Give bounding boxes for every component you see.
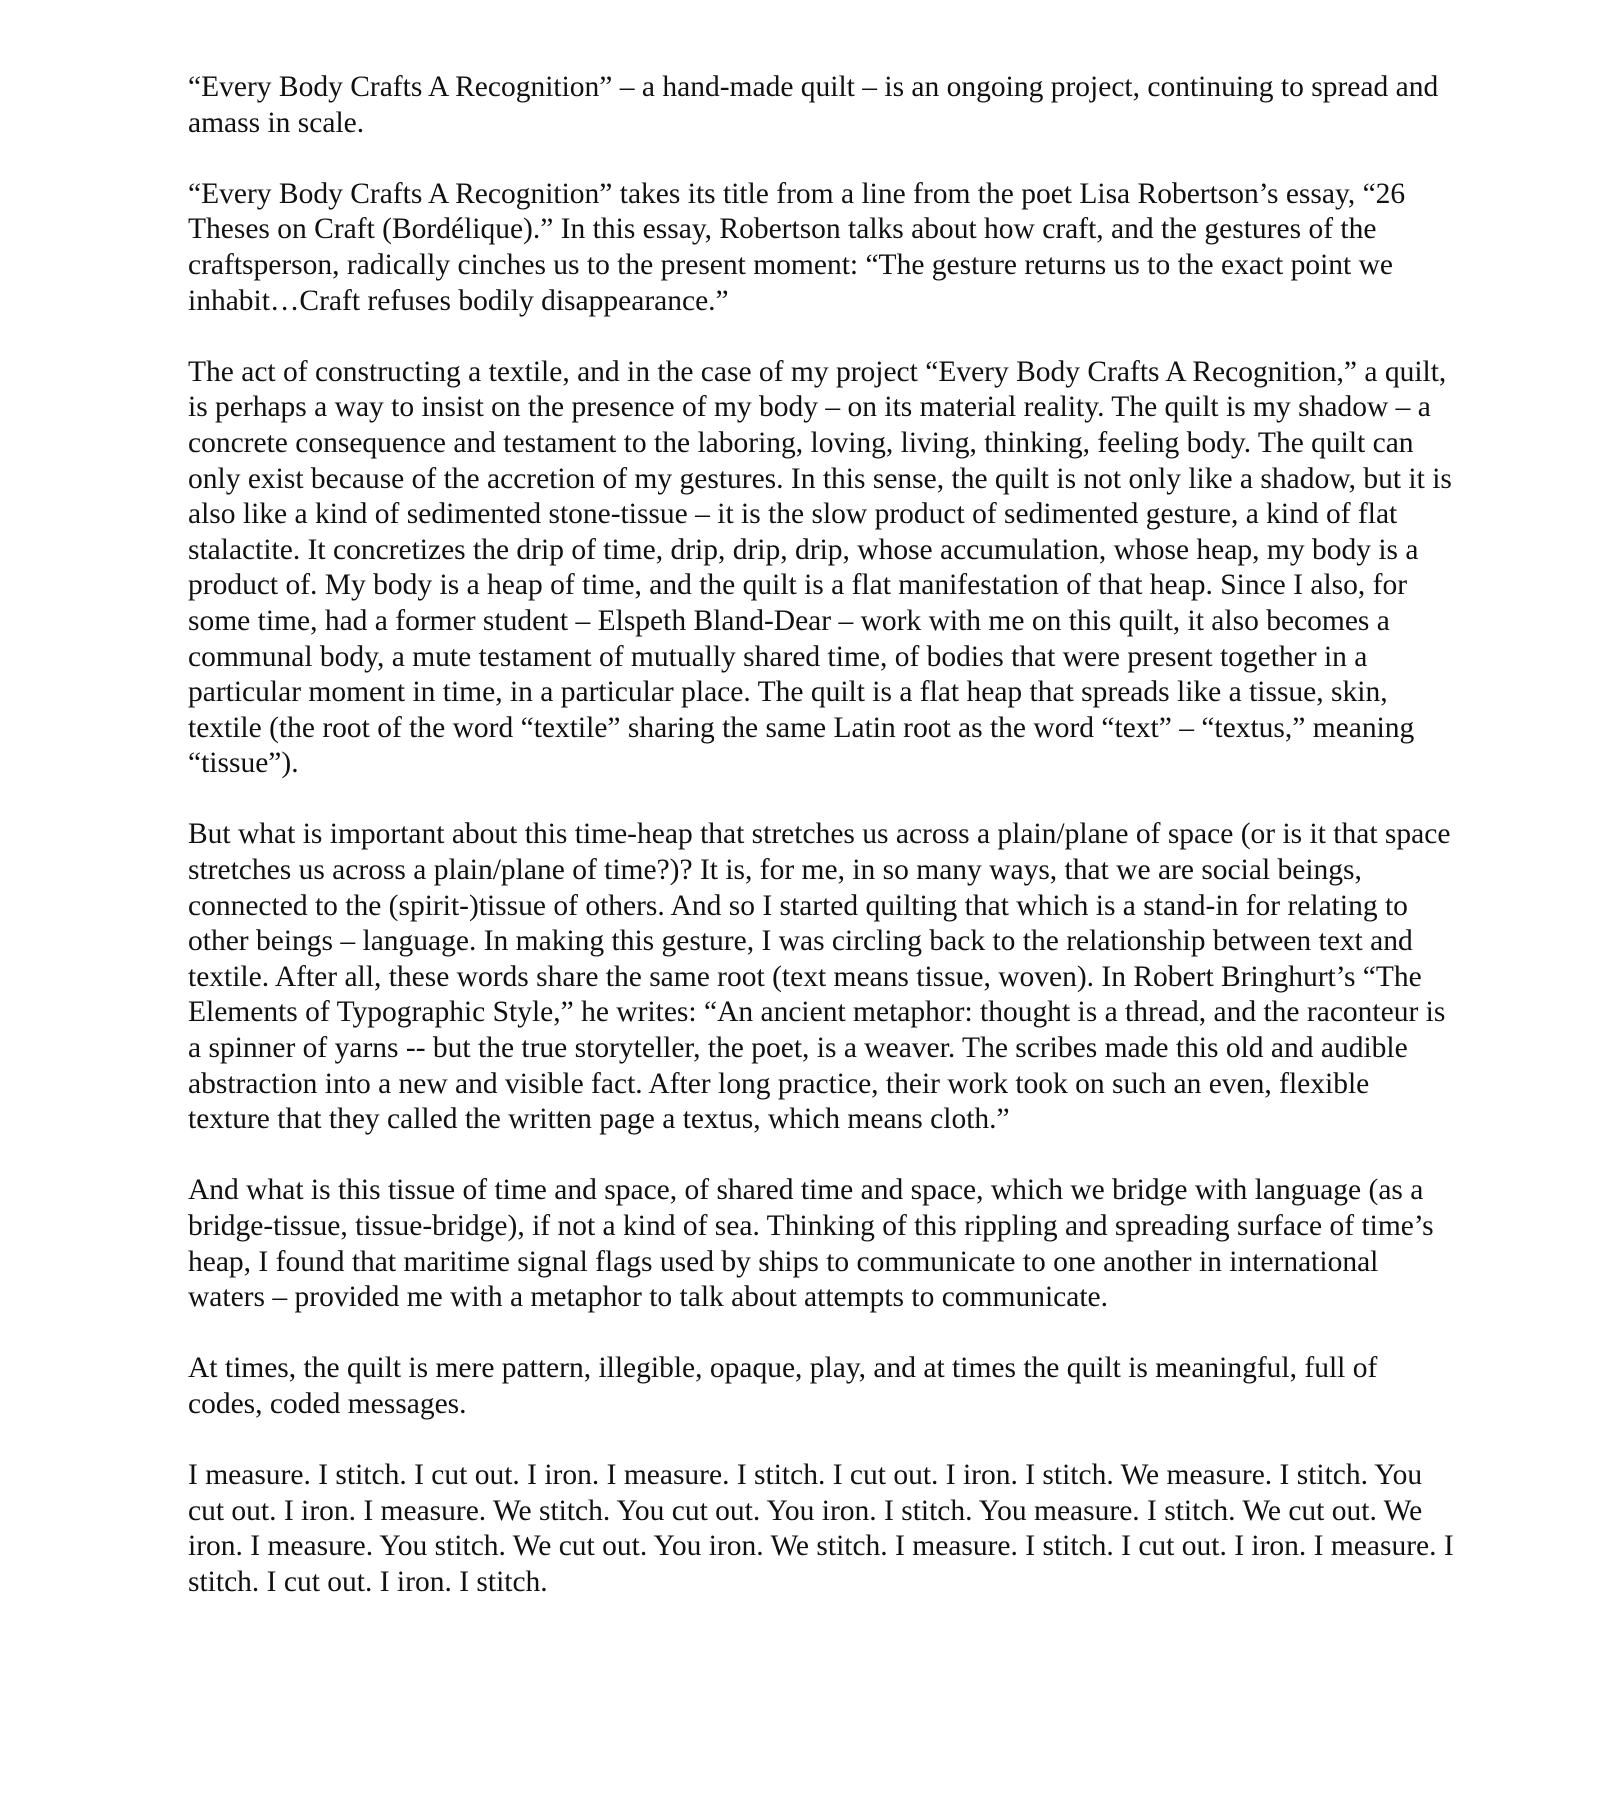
paragraph-textile-body: The act of constructing a textile, and in the case of my project “Every Body Crafts A Recognition,” a quilt, is perhaps a way to insist on the presence of my body – on its material reality. The quilt is my shadow – a concrete consequence and testament to the laboring, loving, living, thinking, feeling body. The quilt can only exist because of the accretion of my gestures. In this sense, the quilt is not only like a shadow, but it is also like a kind of sedimented stone-tissue – it is the slow product of sedimented gesture, a kind of flat stalactite. It concretizes the drip of time, drip, drip, drip, whose accumulation, whose heap, my body is a product of. My body is a heap of time, and the quilt is a flat manifestation of that heap. Since I also, for some time, had a former student – Elspeth Bland-Dear – work with me on this quilt, it also becomes a communal body, a mute testament of mutually shared time, of bodies that were present together in a particular moment in time, in a particular place. The quilt is a flat heap that spreads like a tissue, skin, textile (the root of the word “textile” sharing the same Latin root as the word “text” – “textus,” meaning “tissue”).: [188, 355, 1452, 780]
paragraph-pattern: At times, the quilt is mere pattern, illegible, opaque, play, and at times the quilt is meaningful, full of codes, coded messages.: [188, 1352, 1378, 1420]
paragraph-intro: “Every Body Crafts A Recognition” – a hand-made quilt – is an ongoing project, continuing to spread and amass in scale.: [188, 71, 1439, 139]
document-body: [188, 70, 1454, 1601]
paragraph-sea: And what is this tissue of time and space, of shared time and space, which we bridge with language (as a bridge-tissue, tissue-bridge), if not a kind of sea. Thinking of this rippling and spreading surface of time’s heap, I found that maritime signal flags used by ships to communicate to one another in international waters – provided me with a metaphor to talk about attempts to communicate.: [188, 1174, 1434, 1314]
paragraph-title-origin: “Every Body Crafts A Recognition” takes its title from a line from the poet Lisa Robertson’s essay, “26 Theses on Craft (Bordélique).” In this essay, Robertson talks about how craft, and the gestures of the craftsperson, radically cinches us to the present moment: “The gesture returns us to the exact point we inhabit…Craft refuses bodily disappearance.”: [188, 177, 1406, 317]
paragraph-refrain: I measure. I stitch. I cut out. I iron. I measure. I stitch. I cut out. I iron. I stitch. We measure. I stitch. You cut out. I iron. I measure. We stitch. You cut out. You iron. I stitch. You measure. I stitch. We cut out. We iron. I measure. You stitch. We cut out. You iron. We stitch. I measure. I stitch. I cut out. I iron. I measure. I stitch. I cut out. I iron. I stitch.: [188, 1459, 1454, 1598]
paragraph-time-heap: But what is important about this time-heap that stretches us across a plain/plane of space (or is it that space stretches us across a plain/plane of time?)? It is, for me, in so many ways, that we are social beings, connected to the (spirit-)tissue of others. And so I started quilting that which is a stand-in for relating to other beings – language. In making this gesture, I was circling back to the relationship between text and textile. After all, these words share the same root (text means tissue, woven). In Robert Bringhurt’s “The Elements of Typographic Style,” he writes: “An ancient metaphor: thought is a thread, and the raconteur is a spinner of yarns -- but the true storyteller, the poet, is a weaver. The scribes made this old and audible abstraction into a new and visible fact. After long practice, their work took on such an even, flexible texture that they called the written page a textus, which means cloth.”: [188, 818, 1451, 1136]
